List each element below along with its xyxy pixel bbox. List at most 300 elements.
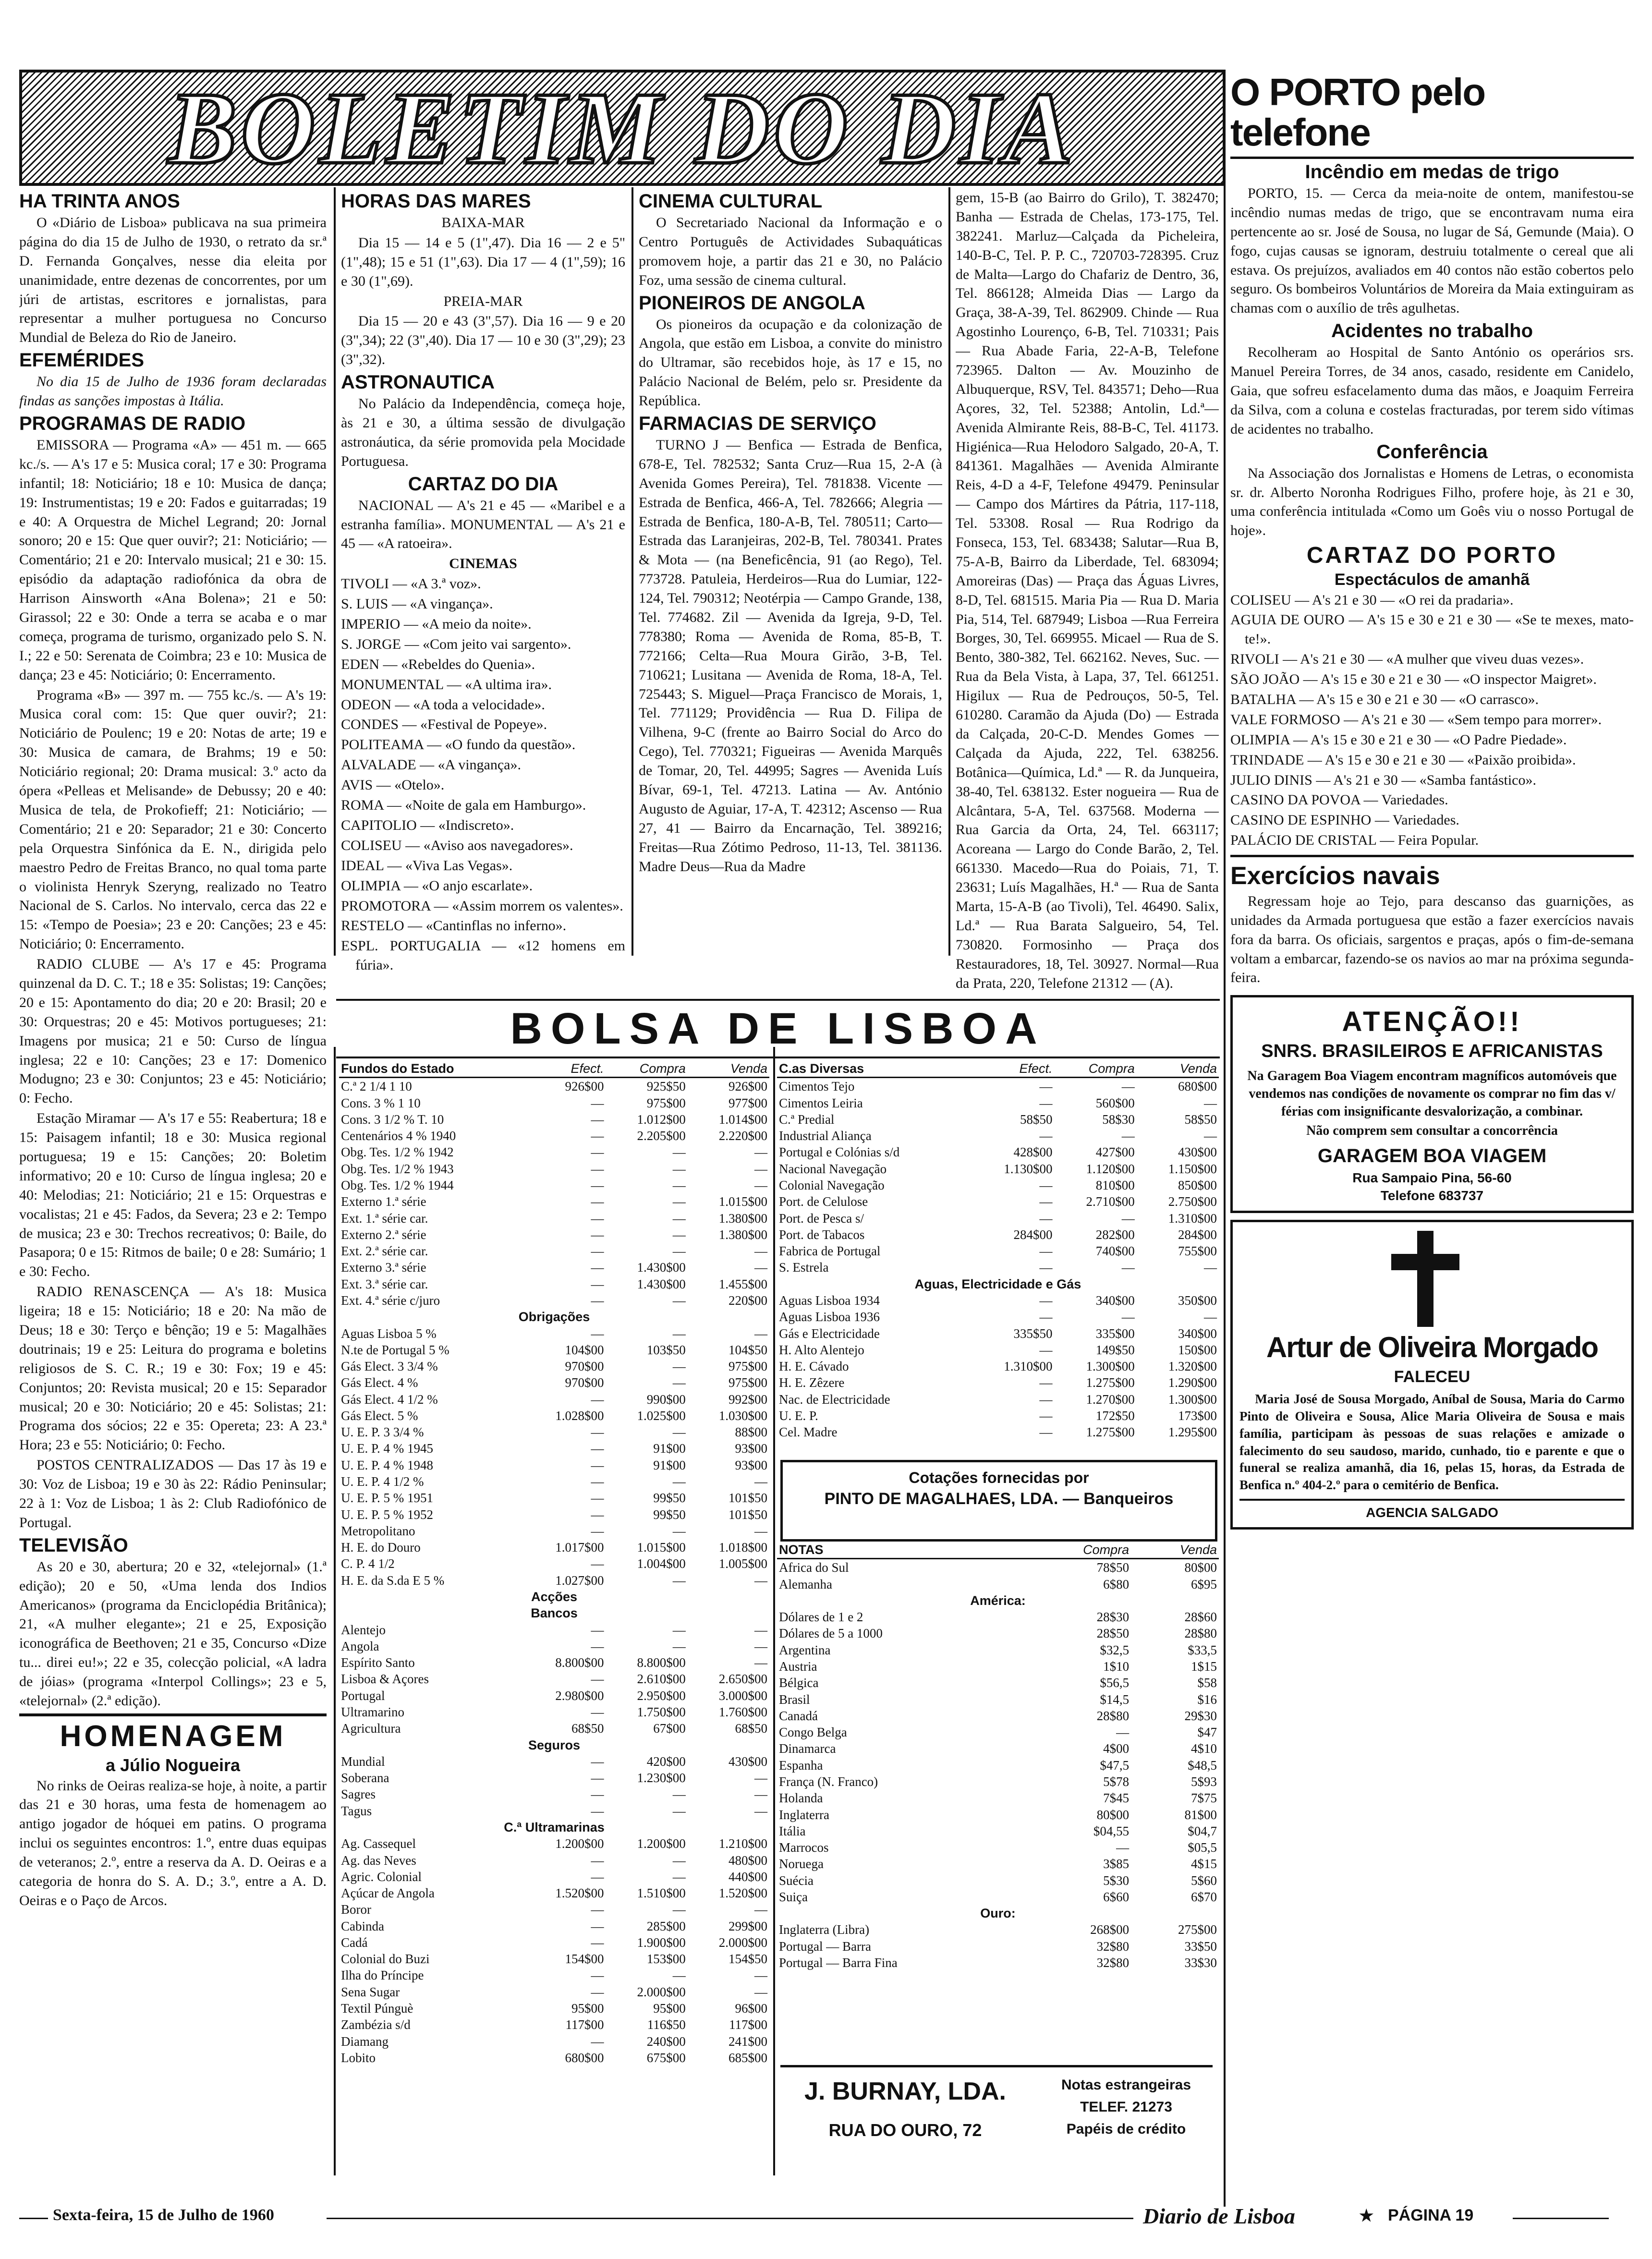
row-name: Port. de Celulose <box>779 1194 868 1209</box>
row-value-c: 335$00 <box>1095 1326 1135 1341</box>
table-row <box>777 1889 1219 1905</box>
row-value-c: $47,5 <box>1100 1758 1130 1773</box>
table-row <box>339 1654 769 1671</box>
row-value-c: 80$00 <box>1096 1807 1130 1822</box>
row-value-e: — <box>591 1902 604 1917</box>
column-rule <box>1224 70 1226 2207</box>
row-value-v: 1.015$00 <box>718 1194 767 1209</box>
table-row <box>339 1490 769 1506</box>
row-value-e: — <box>591 1112 604 1127</box>
footer-rule <box>1513 2218 1609 2219</box>
row-value-v: $47 <box>1197 1725 1217 1740</box>
row-value-e: — <box>1039 1178 1053 1192</box>
row-value-c: 99$50 <box>653 1491 686 1506</box>
table-row <box>777 1609 1219 1625</box>
section-label: Seguros <box>528 1737 581 1752</box>
column-rule <box>334 1047 336 2175</box>
row-value-v: 5$93 <box>1191 1774 1217 1789</box>
row-value-c: $32,5 <box>1100 1642 1130 1657</box>
obituary-faleceu: FALECEU <box>1394 1367 1470 1386</box>
row-value-c: — <box>672 1622 686 1637</box>
table-row <box>777 1309 1219 1325</box>
row-name: Nacional Navegação <box>779 1161 887 1176</box>
col-head-fundos: Fundos do Estado <box>339 1060 524 1078</box>
tv-text: As 20 e 30, abertura; 20 e 32, «telejornal» (1.ª edição); 20 e 50, «Uma lenda dos Indios Americanos» (programa da Enciclopédia Britânica); 21, «A mulher elegante»; 21 e 25, Exposição iconográfica de Beethoven; 21 e 35, Concurso «Dize tu... direi eu!»; 22 e 35, colecção policial, «A ladra de jóias» (programa «Interpol Collings»; 23 e 5, «telejornal» (2.ª edição). <box>19 1558 327 1709</box>
cinema-item: CONDES — «Festival de Popeye». <box>341 717 547 733</box>
row-value-e: — <box>591 1853 604 1868</box>
row-value-c: — <box>1121 1211 1135 1226</box>
baixa-text: Dia 15 — 14 e 5 (1",47). Dia 16 — 2 e 5" (1",48); 15 e 51 (1",63). Dia 17 — 4 (1",59); 16 e 30 (1",69). <box>341 234 625 289</box>
section-label: Ouro: <box>980 1906 1016 1921</box>
row-value-c: 58$30 <box>1102 1112 1135 1127</box>
row-name: Dólares de 5 a 1000 <box>779 1626 883 1641</box>
row-name: C. P. 4 1/2 <box>341 1556 395 1571</box>
table-row <box>777 1374 1219 1391</box>
cotacoes-firm: PINTO DE MAGALHAES, LDA. — Banqueiros <box>824 1490 1174 1508</box>
row-value-e: 428$00 <box>1013 1145 1053 1160</box>
row-value-c: — <box>672 1425 686 1440</box>
row-value-c: 28$50 <box>1096 1626 1130 1641</box>
row-name: Portugal <box>341 1688 385 1703</box>
row-value-c: $56,5 <box>1100 1676 1130 1690</box>
row-value-c: 1.430$00 <box>637 1260 686 1275</box>
obituary-box <box>1230 1220 1634 1530</box>
section-label: Aguas, Electricidade e Gás <box>914 1276 1081 1291</box>
row-value-e: 970$00 <box>565 1375 604 1390</box>
cinemas-list <box>341 574 625 975</box>
table-row <box>339 1572 769 1589</box>
porto-list <box>1230 591 1634 850</box>
atencao-text2: Não comprem sem consultar a concorrência <box>1306 1123 1558 1138</box>
row-value-c: 5$30 <box>1103 1873 1130 1888</box>
row-value-c: 1.900$00 <box>637 1935 686 1950</box>
cinema-item: PROMOTORA — «Assim morrem os valentes». <box>341 898 623 914</box>
table-row <box>339 1704 769 1720</box>
acidentes-title: Acidentes no trabalho <box>1331 320 1533 342</box>
bolsa-rule <box>336 999 1220 1001</box>
row-value-c: — <box>1121 1310 1135 1324</box>
row-value-c: 427$00 <box>1095 1145 1135 1160</box>
row-value-v: 104$50 <box>729 1342 767 1357</box>
row-value-v: — <box>754 1523 767 1538</box>
row-value-c: 28$80 <box>1096 1708 1130 1723</box>
row-value-v: 1.014$00 <box>718 1112 767 1127</box>
row-value-c: 975$00 <box>646 1095 686 1110</box>
agencia: AGENCIA SALGADO <box>1239 1499 1625 1521</box>
row-value-c: 740$00 <box>1095 1244 1135 1259</box>
row-value-v: 2.750$00 <box>1168 1194 1217 1209</box>
row-name: França (N. Franco) <box>779 1774 878 1789</box>
row-value-v: 755$00 <box>1178 1244 1217 1259</box>
row-name: Agric. Colonial <box>341 1869 422 1884</box>
row-name: U. E. P. 4 % 1948 <box>341 1457 434 1472</box>
row-value-v: 80$00 <box>1184 1560 1217 1575</box>
row-value-c: — <box>672 1968 686 1983</box>
row-value-c: 103$50 <box>646 1342 686 1357</box>
row-value-c: 67$00 <box>653 1721 686 1736</box>
row-value-c: 91$00 <box>653 1441 686 1456</box>
row-value-e: — <box>591 1771 604 1785</box>
row-value-e: — <box>591 1869 604 1884</box>
table-row <box>339 1523 769 1539</box>
row-value-c: 1$10 <box>1103 1659 1130 1674</box>
row-name: Sagres <box>341 1787 376 1802</box>
row-name: Suiça <box>779 1889 808 1904</box>
row-value-v: 992$00 <box>729 1392 767 1407</box>
row-name: Gás Elect. 4 1/2 % <box>341 1392 438 1407</box>
row-value-v: — <box>754 1161 767 1176</box>
row-name: Congo Belga <box>779 1725 847 1740</box>
table-row <box>777 1807 1219 1823</box>
row-value-e: — <box>1039 1392 1053 1407</box>
row-value-e: — <box>591 1523 604 1538</box>
row-value-v: 1.760$00 <box>718 1704 767 1719</box>
row-value-v: 926$00 <box>729 1079 767 1094</box>
acidentes-text: Recolheram ao Hospital de Santo António os operários srs. Manuel Pereira Torres, de 34 anos, casado, residente em Canidelo, Gaia, que sofreu esfacelamento duma das mãos, e Joaquim Ferreira da Silva, com a coluna e costelas fracturadas, por terem sido vítimas de acidentes no trabalho. <box>1230 344 1634 437</box>
row-value-e: — <box>1039 1342 1053 1357</box>
table-row <box>339 1457 769 1473</box>
row-value-c: — <box>672 1161 686 1176</box>
row-value-e: 284$00 <box>1013 1227 1053 1242</box>
row-name: Cadá <box>341 1935 368 1950</box>
table-row <box>777 1128 1219 1144</box>
row-value-e: — <box>591 1622 604 1637</box>
row-value-v: — <box>754 1145 767 1160</box>
efemerides-text: No dia 15 de Julho de 1936 foram declaradas findas as sanções impostas à Itália. <box>19 374 327 409</box>
row-value-e: — <box>591 1178 604 1192</box>
row-value-c: 4$00 <box>1103 1741 1130 1756</box>
row-value-c: 78$50 <box>1096 1560 1130 1575</box>
bolsa-left <box>339 1060 769 2174</box>
table-row <box>777 1576 1219 1592</box>
row-value-v: 1.320$00 <box>1168 1359 1217 1374</box>
row-name: Brasil <box>779 1692 810 1707</box>
row-value-e: 154$00 <box>565 1952 604 1967</box>
row-value-c: — <box>1116 1840 1130 1855</box>
table-row <box>339 1671 769 1687</box>
row-name: Canadá <box>779 1708 818 1723</box>
row-name: Tagus <box>341 1803 372 1818</box>
table-row <box>339 1342 769 1358</box>
table-row <box>339 1589 769 1605</box>
table-row <box>777 1921 1219 1938</box>
row-name: Boror <box>341 1902 371 1917</box>
row-value-v: $16 <box>1197 1692 1217 1707</box>
row-value-e: — <box>1039 1095 1053 1110</box>
row-value-v: — <box>754 1244 767 1259</box>
row-name: Lisboa & Açores <box>341 1672 429 1687</box>
row-name: Portugal — Barra Fina <box>779 1955 898 1970</box>
table-row <box>339 1095 769 1111</box>
row-value-v: — <box>754 1474 767 1489</box>
conferencia-title: Conferência <box>1376 441 1488 462</box>
row-value-v: — <box>1204 1310 1217 1324</box>
row-value-e: 1.017$00 <box>555 1540 604 1555</box>
row-name: C.ª 2 1/4 1 10 <box>341 1079 412 1094</box>
col-head-compra: Compra <box>1055 1060 1137 1078</box>
row-value-v: — <box>754 1968 767 1983</box>
row-value-v: 480$00 <box>729 1853 767 1868</box>
row-value-c: — <box>1121 1129 1135 1143</box>
row-value-e: 335$50 <box>1013 1326 1053 1341</box>
cinema-item: COLISEU — «Aviso aos navegadores». <box>341 837 573 853</box>
bolsa-right <box>777 1060 1219 1454</box>
table-row <box>339 1374 769 1391</box>
row-value-v: 1.380$00 <box>718 1211 767 1226</box>
row-value-c: 240$00 <box>646 2034 686 2049</box>
row-value-e: — <box>591 1935 604 1950</box>
row-value-c: 2.610$00 <box>637 1672 686 1687</box>
row-value-v: 1.380$00 <box>718 1227 767 1242</box>
table-row <box>777 1391 1219 1408</box>
table-row <box>777 1078 1219 1095</box>
row-value-c: 1.510$00 <box>637 1886 686 1901</box>
row-value-c: — <box>672 1474 686 1489</box>
col-head-compra: Compra <box>1028 1542 1131 1559</box>
cartaz-teatros: NACIONAL — A's 21 e 45 — «Maribel e a estranha família». MONUMENTAL — A's 21 e 45 — «A ratoeira». <box>341 497 625 552</box>
row-name: Espírito Santo <box>341 1655 415 1670</box>
row-name: Ilha do Príncipe <box>341 1968 424 1983</box>
row-value-v: 1.210$00 <box>718 1836 767 1851</box>
table-row <box>777 1161 1219 1177</box>
table-row <box>777 1276 1219 1292</box>
row-value-c: 1.004$00 <box>637 1556 686 1571</box>
row-value-c: 1.015$00 <box>637 1540 686 1555</box>
row-value-v: — <box>754 1178 767 1192</box>
row-value-e: — <box>591 1244 604 1259</box>
row-value-e: — <box>591 1260 604 1275</box>
burnay-addr: RUA DO OURO, 72 <box>828 2120 982 2140</box>
row-value-c: — <box>672 1902 686 1917</box>
cinema-item: RESTELO — «Cantinflas no inferno». <box>341 918 567 934</box>
row-value-e: — <box>1039 1260 1053 1275</box>
espectaculos-title: Espectáculos de amanhã <box>1334 571 1530 589</box>
homenagem-sub: a Júlio Nogueira <box>105 1755 241 1775</box>
row-value-c: 28$30 <box>1096 1610 1130 1625</box>
table-row <box>339 1622 769 1638</box>
cinema-item: EDEN — «Rebeldes do Quenia». <box>341 656 535 672</box>
table-row <box>339 1111 769 1128</box>
row-value-c: 2.000$00 <box>637 1984 686 1999</box>
row-name: Gás Elect. 3 3/4 % <box>341 1359 438 1374</box>
table-row <box>777 1856 1219 1872</box>
row-value-c: — <box>672 1244 686 1259</box>
row-value-c: 32$80 <box>1096 1939 1130 1954</box>
row-value-v: — <box>754 1655 767 1670</box>
table-row <box>777 1559 1219 1576</box>
porto-show-item: RIVOLI — A's 21 e 30 — «A mulher que viveu duas vezes». <box>1230 651 1584 668</box>
row-name: Gás Elect. 5 % <box>341 1408 418 1423</box>
row-value-v: 33$50 <box>1184 1939 1217 1954</box>
row-name: Inglaterra <box>779 1807 829 1822</box>
table-row <box>777 1625 1219 1641</box>
row-value-c: 675$00 <box>646 2050 686 2065</box>
row-value-e: — <box>591 1425 604 1440</box>
section-label: Acções <box>531 1590 578 1604</box>
incendio-title: Incêndio em medas de trigo <box>1305 161 1559 182</box>
row-name: Espanha <box>779 1758 823 1773</box>
table-row <box>777 1592 1219 1609</box>
efemerides-title: EFEMÉRIDES <box>19 350 145 371</box>
row-value-c: — <box>672 1523 686 1538</box>
row-name: Ext. 4.ª série c/juro <box>341 1293 440 1308</box>
row-value-v: 88$00 <box>735 1425 767 1440</box>
row-name: Centenários 4 % 1940 <box>341 1129 456 1143</box>
burnay-notes: Notas estrangeiras <box>1061 2077 1191 2093</box>
row-value-e: — <box>1039 1293 1053 1308</box>
footer-rule <box>19 2218 48 2219</box>
row-name: Portugal e Colónias s/d <box>779 1145 900 1160</box>
row-name: U. E. P. <box>779 1408 818 1423</box>
porto-show-item: VALE FORMOSO — A's 21 e 30 — «Sem tempo para morrer». <box>1230 711 1602 728</box>
row-value-v: $48,5 <box>1188 1758 1217 1773</box>
row-name: Ext. 3.ª série car. <box>341 1276 428 1291</box>
row-value-e: — <box>591 1211 604 1226</box>
farmacias-cont: gem, 15-B (ao Bairro do Grilo), T. 382470; Banha — Estrada de Chelas, 173-175, Tel. 382241. Marluz—Calçada da Picheleira, 140-B-C, Tel. P. P. C., 720703-728395. Cruz de Malta—Largo do Chafariz de Dentro, 36, Tel. 866128; Almeida Dias — Largo da Graça, 38-A-39, Tel. 862909. Chinde — Rua Agostinho Lourenço, 6-B, Tel. 710331; Pais — Rua Abade Faria, 22-A-B, Telefone 723965. Dalton — Av. Mouzinho de Albuquerque, RSV, Tel. 843571; Deho—Rua Açores, 32, Tel. 52388; Antolin, Ld.ª—Avenida Almirante Reis, 88-B-C, Tel. 41173. Higiénica—Rua Helodoro Salgado, 20-A, T. 841361. Magalhães — Avenida Almirante Reis, 4-D a 4-F, Telefone 49479. Peninsular — Campo dos Mártires da Pátria, 117-118, Tel. 53308. Rosal — Rua Rodrigo da Fonseca, 153, Tel. 683438; Salutar—Rua B, 75-A-B, Bairro da Liberdade, Tel. 683094; Amoreiras (Das) — Praça das Águas Livres, 8-D, Tel. 681515. Maria Pia — Rua D. Maria Pia, 514, Tel. 687949; Lisboa —Rua Ferreira Borges, 30, Tel. 669955. Micael — Rua de S. Bento, 380-382, Tel. 662162. Neves, Suc. — Rua da Bela Vista, à Lapa, 37, Tel. 661251. Higilux — Rua de Pedrouços, 50-5, Tel. 610280. Caramão da Ajuda (Do) — Estrada da Calçada, 20-C-D. Mendes Gomes — Calçada da Ajuda, 222, Tel. 638256. Botânica—Química, Ld.ª — R. da Junqueira, 38-40, Tel. 638132. Ester nogueira — Rua de Alcântara, 5-A, Tel. 637568. Moderna — Rua Garcia da Orta, 24, Tel. 663117; Acoreana — Largo do Conde Barão, 2, Tel. 661330. Macedo—Rua do Poiais, 71, T. 23631; Luís Magalhães, H.ª — Rua de Santa Marta, 15-A-B (ao Tivoli), Tel. 46490. Salix, Ld.ª — Rua Barata Salgueiro, 54, Tel. 730820. Formosinho — Praça dos Restauradores, 18, Tel. 30927. Normal—Rua da Prata, 220, Telefone 21312 — (A). <box>956 190 1219 991</box>
row-value-v: 6$95 <box>1191 1577 1217 1591</box>
table-row <box>339 1819 769 1835</box>
row-value-c: $04,55 <box>1093 1823 1130 1838</box>
footer-date: Sexta-feira, 15 de Julho de 1960 <box>53 2206 274 2224</box>
row-value-c: 2.710$00 <box>1086 1194 1135 1209</box>
row-name: Soberana <box>341 1771 389 1785</box>
porto-show-item: COLISEU — A's 21 e 30 — «O rei da pradaria». <box>1230 592 1514 608</box>
cinemas-title: CINEMAS <box>449 556 517 572</box>
porto-show-item: CASINO DE ESPINHO — Variedades. <box>1230 812 1459 828</box>
row-value-v: 2.220$00 <box>718 1129 767 1143</box>
radio-postos: POSTOS CENTRALIZADOS — Das 17 às 19 e 30: Voz de Lisboa; 19 e 30 às 22: Rádio Peninsular; 22 à 1: Voz de Lisboa; 1 às 2: Club Radiofónico de Portugal. <box>19 1457 327 1530</box>
row-value-v: — <box>754 1573 767 1588</box>
row-name: Ag. Cassequel <box>341 1836 416 1851</box>
garagem-tel: Telefone 683737 <box>1380 1188 1484 1203</box>
row-value-v: — <box>754 1771 767 1785</box>
obituary-name: Artur de Oliveira Morgado <box>1266 1331 1598 1363</box>
table-row <box>339 1292 769 1309</box>
table-row <box>777 1111 1219 1128</box>
row-name: Alemanha <box>779 1577 832 1591</box>
row-value-c: 2.950$00 <box>637 1688 686 1703</box>
table-row <box>339 1227 769 1243</box>
row-value-v: 299$00 <box>729 1919 767 1933</box>
row-value-v: 2.650$00 <box>718 1672 767 1687</box>
table-row <box>339 1177 769 1193</box>
row-name: U. E. P. 4 1/2 % <box>341 1474 424 1489</box>
table-row <box>777 1955 1219 1971</box>
row-name: Aguas Lisboa 1936 <box>779 1310 880 1324</box>
col-head-notas: NOTAS <box>777 1542 1028 1559</box>
row-value-e: — <box>591 1129 604 1143</box>
divider <box>1230 855 1634 857</box>
cinema-item: IDEAL — «Viva Las Vegas». <box>341 857 513 874</box>
table-row <box>777 1408 1219 1424</box>
divider <box>19 1713 327 1716</box>
row-value-c: — <box>672 1869 686 1884</box>
table-row <box>339 1720 769 1737</box>
cinema-item: CAPITOLIO — «Indiscreto». <box>341 817 514 833</box>
column-rule <box>948 187 950 956</box>
row-name: Textil Púnguè <box>341 2001 413 2016</box>
row-value-v: — <box>754 1803 767 1818</box>
row-value-c: 1.275$00 <box>1086 1375 1135 1390</box>
row-value-e: — <box>591 1161 604 1176</box>
row-value-e: — <box>1039 1194 1053 1209</box>
section-label: América: <box>970 1593 1026 1608</box>
exercicios-text: Regressam hoje ao Tejo, para descanso das guarnições, as unidades da Armada portuguesa que estão a fazer exercícios navais fora da barra. Os oficiais, sargentos e praças, após o fim-de-semana voltam a embarcar, fazendo-se os navios ao mar na próxima segunda-feira. <box>1230 893 1634 986</box>
col-head-efect: Efect. <box>972 1060 1054 1078</box>
column-5 <box>1230 72 1634 2195</box>
row-value-v: 29$30 <box>1184 1708 1217 1723</box>
row-value-c: — <box>1121 1079 1135 1094</box>
row-name: Nac. de Electricidade <box>779 1392 890 1407</box>
row-name: Zambézia s/d <box>341 2017 411 2032</box>
table-row <box>339 1424 769 1440</box>
row-value-v: 685$00 <box>729 2050 767 2065</box>
table-row <box>339 1934 769 1951</box>
row-name: H. E. do Douro <box>341 1540 421 1555</box>
row-name: Obg. Tes. 1/2 % 1944 <box>341 1178 454 1192</box>
table-row <box>777 1358 1219 1374</box>
row-name: H. E. Zêzere <box>779 1375 845 1390</box>
footer-rule <box>327 2218 1133 2219</box>
cartaz-title: CARTAZ DO DIA <box>408 473 559 495</box>
row-value-c: — <box>672 1145 686 1160</box>
row-name: Dólares de 1 e 2 <box>779 1610 863 1625</box>
row-value-v: 430$00 <box>1178 1145 1217 1160</box>
row-name: Africa do Sul <box>779 1560 849 1575</box>
row-value-c: — <box>672 1211 686 1226</box>
row-name: Externo 3.ª série <box>341 1260 426 1275</box>
table-row <box>339 2000 769 2016</box>
row-value-v: — <box>754 1639 767 1653</box>
row-name: Aguas Lisboa 5 % <box>341 1326 437 1341</box>
row-value-e: — <box>591 1968 604 1983</box>
row-name: Itália <box>779 1823 806 1838</box>
row-value-c: 1.230$00 <box>637 1771 686 1785</box>
row-value-c: 1.300$00 <box>1086 1359 1135 1374</box>
row-value-v: 6$70 <box>1191 1889 1217 1904</box>
radio-emissora-a: EMISSORA — Programa «A» — 451 m. — 665 kc./s. — A's 17 e 5: Musica coral; 17 e 30: Programa infantil; 18: Noticiário; 18 e 10: Musica de dança; 19: Instrumentistas; 19 e 20: Fados e guitarradas; 19 e 40: A Orquestra de Michel Legrand; 20: Jornal sonoro; 20 e 15: Que quer ouvir?; 21: Noticiário; — Comentário; 21 e 20: Intervalo musical; 21 e 30: 15. episódio da adaptação radiofónica da obra de Harrison Ainsworth «Ana Bolena»; 21 e 50: Girassol; 22 e 30: Onde a terra se acaba e o mar começa, programa de turismo, organizado pelo S. N. I.; 22 e 50: Serenata de Coimbra; 23 e 10: Musica de dança; 23 e 45: Noticiário; 0: Encerramento. <box>19 437 327 683</box>
cine-title: CINEMA CULTURAL <box>639 191 823 212</box>
row-name: H. E. Cávado <box>779 1359 849 1374</box>
row-value-c: 5$78 <box>1103 1774 1130 1789</box>
row-value-c: — <box>672 1178 686 1192</box>
col-head-efect: Efect. <box>524 1060 606 1078</box>
row-value-v: 96$00 <box>735 2001 767 2016</box>
row-value-c: 282$00 <box>1095 1227 1135 1242</box>
cinema-item: ROMA — «Noite de gala em Hamburgo». <box>341 797 586 814</box>
table-row <box>339 1440 769 1457</box>
table-row <box>339 1835 769 1852</box>
col-head-venda: Venda <box>688 1060 769 1078</box>
row-value-v: 68$50 <box>735 1721 767 1736</box>
row-value-c: 1.275$00 <box>1086 1425 1135 1440</box>
row-name: Açúcar de Angola <box>341 1886 435 1901</box>
row-value-v: 1.018$00 <box>718 1540 767 1555</box>
row-value-e: — <box>591 1194 604 1209</box>
row-value-v: 275$00 <box>1178 1922 1217 1937</box>
row-value-v: — <box>754 1902 767 1917</box>
cinema-item: IMPERIO — «A meio da noite». <box>341 616 532 632</box>
row-value-c: 1.200$00 <box>637 1836 686 1851</box>
row-value-v: 350$00 <box>1178 1293 1217 1308</box>
row-name: Ext. 1.ª série car. <box>341 1211 428 1226</box>
row-value-c: — <box>1116 1725 1130 1740</box>
row-value-e: 926$00 <box>565 1079 604 1094</box>
porto-banner: O PORTO pelo telefone <box>1230 72 1634 159</box>
row-value-c: — <box>672 1227 686 1242</box>
preia-text: Dia 15 — 20 e 43 (3",57). Dia 16 — 9 e 20 (3",34); 22 (3",40). Dia 17 — 10 e 30 (3",29); 23 (3",32). <box>341 313 625 368</box>
astro-title: ASTRONAUTICA <box>341 372 495 393</box>
